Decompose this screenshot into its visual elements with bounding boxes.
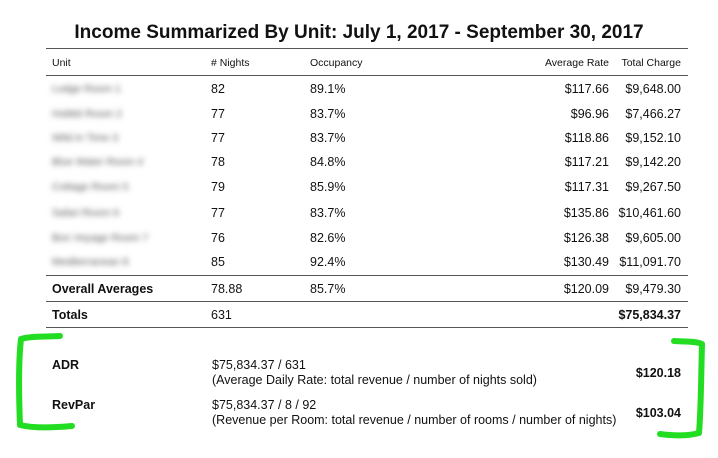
table-row [0, 174, 718, 199]
header-occupancy: Occupancy [310, 56, 363, 69]
nights-cell: 77 [211, 205, 225, 220]
averages-rate: $120.09 [563, 281, 609, 296]
total-cell: $10,461.60 [618, 205, 681, 220]
report-title: Income Summarized By Unit: July 1, 2017 - September 30, 2017 [74, 22, 644, 43]
rate-cell: $118.86 [564, 130, 609, 145]
unit-name: Mediterranean 8 [52, 255, 129, 268]
table-row [0, 149, 718, 174]
header-unit: Unit [52, 56, 71, 69]
occupancy-cell: 83.7% [310, 205, 346, 220]
unit-name: Bon Voyage Room 7 [52, 231, 149, 244]
occupancy-cell: 83.7% [310, 130, 346, 145]
occupancy-cell: 83.7% [310, 106, 346, 121]
table-row [0, 125, 718, 150]
header-average-rate: Average Rate [544, 56, 609, 69]
rate-cell: $126.38 [563, 230, 609, 245]
averages-total: $9,479.30 [625, 281, 681, 296]
averages-nights: 78.88 [211, 281, 243, 296]
summary-divider [46, 327, 688, 328]
total-cell: $9,267.50 [625, 179, 681, 194]
rate-cell: $117.21 [564, 154, 609, 169]
adr-description: (Average Daily Rate: total revenue / number of nights sold) [212, 373, 537, 387]
header-total-charge: Total Charge [621, 56, 681, 69]
occupancy-cell: 82.6% [310, 230, 346, 245]
averages-row [0, 276, 718, 301]
table-row [0, 76, 718, 101]
occupancy-cell: 84.8% [310, 154, 346, 169]
occupancy-cell: 89.1% [310, 81, 346, 96]
nights-cell: 82 [211, 81, 225, 96]
adr-formula: $75,834.37 / 631 [212, 358, 306, 372]
revpar-summary [0, 398, 718, 430]
totals-total: $75,834.37 [618, 307, 681, 322]
adr-summary [0, 358, 718, 390]
totals-label: Totals [52, 307, 88, 322]
averages-occupancy: 85.7% [310, 281, 346, 296]
adr-value: $120.18 [635, 366, 681, 380]
occupancy-cell: 92.4% [310, 254, 346, 269]
nights-cell: 76 [211, 230, 225, 245]
occupancy-cell: 85.9% [310, 179, 346, 194]
rate-cell: $135.86 [563, 205, 609, 220]
unit-name: Cottage Room 5 [52, 180, 129, 193]
nights-cell: 77 [211, 106, 225, 121]
header-nights: # Nights [211, 56, 250, 69]
rate-cell: $96.96 [570, 106, 609, 121]
revpar-label: RevPar [52, 398, 96, 412]
unit-name: Wild in Time 3 [52, 131, 118, 144]
unit-name: Hobbit Room 2 [52, 107, 123, 120]
total-cell: $7,466.27 [625, 106, 681, 121]
adr-label: ADR [52, 358, 80, 372]
rate-cell: $130.49 [563, 254, 609, 269]
unit-name: Safari Room 6 [52, 206, 120, 219]
table-row [0, 249, 718, 274]
rate-cell: $117.31 [564, 179, 609, 194]
revpar-formula: $75,834.37 / 8 / 92 [212, 398, 317, 412]
nights-cell: 77 [211, 130, 225, 145]
totals-nights: 631 [211, 307, 232, 322]
unit-name: Lodge Room 1 [52, 82, 121, 95]
averages-label: Overall Averages [52, 281, 154, 296]
rate-cell: $117.66 [564, 81, 609, 96]
total-cell: $11,091.70 [619, 254, 681, 269]
nights-cell: 85 [211, 254, 225, 269]
table-header [0, 50, 718, 75]
nights-cell: 78 [211, 154, 225, 169]
table-row [0, 101, 718, 126]
table-row [0, 225, 718, 250]
totals-row [0, 302, 718, 327]
nights-cell: 79 [211, 179, 225, 194]
title-divider [46, 48, 688, 49]
total-cell: $9,605.00 [625, 230, 681, 245]
table-row [0, 200, 718, 225]
total-cell: $9,648.00 [625, 81, 681, 96]
revpar-value: $103.04 [635, 406, 681, 420]
total-cell: $9,152.10 [625, 130, 681, 145]
unit-name: Blue Water Room 4 [52, 155, 144, 168]
revpar-description: (Revenue per Room: total revenue / number of rooms / number of nights) [212, 413, 617, 427]
total-cell: $9,142.20 [625, 154, 681, 169]
